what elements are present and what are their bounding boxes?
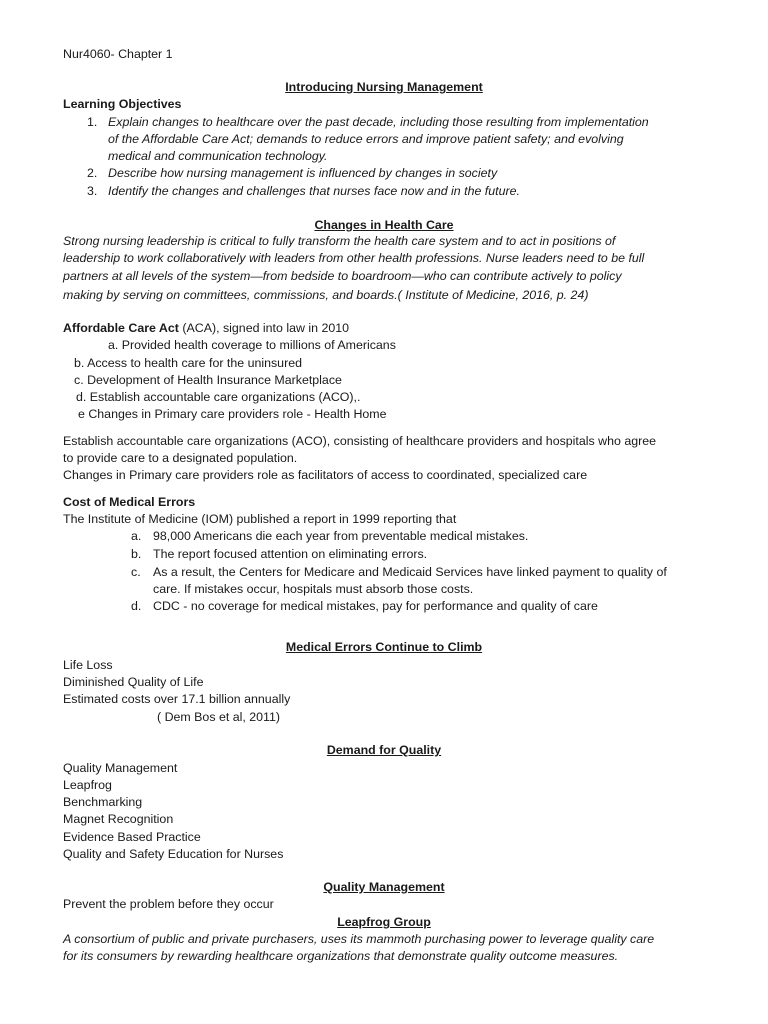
- demand-line: Evidence Based Practice: [63, 830, 201, 844]
- learning-objectives-heading: Learning Objectives: [63, 97, 182, 111]
- objective-number: 2.: [87, 166, 98, 180]
- errors-item-text: The report focused attention on eliminating errors.: [153, 547, 428, 561]
- errors-item-text: care. If mistakes occur, hospitals must absorb those costs.: [153, 582, 474, 596]
- aca-list-item: c. Development of Health Insurance Marketplace: [74, 373, 342, 387]
- climb-line: Diminished Quality of Life: [63, 675, 204, 689]
- demand-line: Leapfrog: [63, 778, 112, 792]
- aca-heading-bold: Affordable Care Act: [63, 321, 179, 335]
- errors-intro: The Institute of Medicine (IOM) published a report in 1999 reporting that: [63, 512, 457, 526]
- errors-item-letter: b.: [131, 547, 142, 561]
- document-header: Nur4060- Chapter 1: [63, 47, 173, 61]
- objective-text: Identify the changes and challenges that nurses face now and in the future.: [108, 184, 520, 198]
- demand-line: Quality Management: [63, 761, 178, 775]
- quote-line: leadership to work collaboratively with leaders from other health professions. Nurse leaders need to be full: [63, 251, 645, 265]
- demand-line: Magnet Recognition: [63, 812, 174, 826]
- climb-line: Life Loss: [63, 658, 113, 672]
- qm-text: Prevent the problem before they occur: [63, 897, 274, 911]
- errors-item-letter: c.: [131, 565, 141, 579]
- aca-list-item: d. Establish accountable care organizations (ACO),.: [76, 390, 361, 404]
- quote-line: partners at all levels of the system—from bedside to boardroom—who can contribute actively to policy: [63, 269, 622, 283]
- errors-heading: Cost of Medical Errors: [63, 495, 196, 509]
- errors-item-letter: d.: [131, 599, 142, 613]
- aca-heading: [63, 320, 349, 337]
- objective-text: Describe how nursing management is influenced by changes in society: [108, 166, 498, 180]
- aca-list-item: e Changes in Primary care providers role - Health Home: [78, 407, 387, 421]
- demand-line: Benchmarking: [63, 795, 143, 809]
- aca-paragraph-line: Establish accountable care organizations (ACO), consisting of healthcare providers and hospitals who agree: [63, 434, 657, 448]
- objective-number: 3.: [87, 184, 98, 198]
- aca-list-item: b. Access to health care for the uninsured: [74, 356, 302, 370]
- errors-item-text: 98,000 Americans die each year from preventable medical mistakes.: [153, 529, 529, 543]
- qm-heading: Quality Management: [323, 880, 445, 894]
- aca-paragraph-line: to provide care to a designated population.: [63, 451, 298, 465]
- leapfrog-line: for its consumers by rewarding healthcare organizations that demonstrate quality outcome measures.: [63, 949, 619, 963]
- aca-list-item: a. Provided health coverage to millions of Americans: [108, 338, 396, 352]
- climb-line: Estimated costs over 17.1 billion annually: [63, 692, 291, 706]
- objective-number: 1.: [87, 115, 98, 129]
- demand-line: Quality and Safety Education for Nurses: [63, 847, 284, 861]
- climb-heading: Medical Errors Continue to Climb: [285, 640, 483, 654]
- errors-item-text: As a result, the Centers for Medicare and Medicaid Services have linked payment to quality of: [153, 565, 667, 579]
- quote-line: making by serving on committees, commissions, and boards.( Institute of Medicine, 2016, p. 24): [63, 288, 589, 302]
- aca-paragraph-line: Changes in Primary care providers role as facilitators of access to coordinated, specialized care: [63, 468, 588, 482]
- demand-heading: Demand for Quality: [326, 743, 442, 757]
- leapfrog-heading: Leapfrog Group: [337, 915, 431, 929]
- changes-heading: Changes in Health Care: [314, 218, 454, 232]
- leapfrog-line: A consortium of public and private purchasers, uses its mammoth purchasing power to leverage quality care: [63, 932, 655, 946]
- errors-item-letter: a.: [131, 529, 142, 543]
- objective-text: of the Affordable Care Act; demands to reduce errors and improve patient safety; and evolving: [108, 132, 624, 146]
- quote-line: Strong nursing leadership is critical to fully transform the health care system and to act in positions of: [63, 234, 616, 248]
- objective-text: medical and communication technology.: [108, 149, 328, 163]
- errors-item-text: CDC - no coverage for medical mistakes, pay for performance and quality of care: [153, 599, 598, 613]
- document-title: Introducing Nursing Management: [285, 80, 483, 94]
- climb-citation: ( Dem Bos et al, 2011): [157, 710, 281, 724]
- objective-text: Explain changes to healthcare over the past decade, including those resulting from implementation: [108, 115, 649, 129]
- aca-heading-rest: (ACA), signed into law in 2010: [178, 321, 350, 335]
